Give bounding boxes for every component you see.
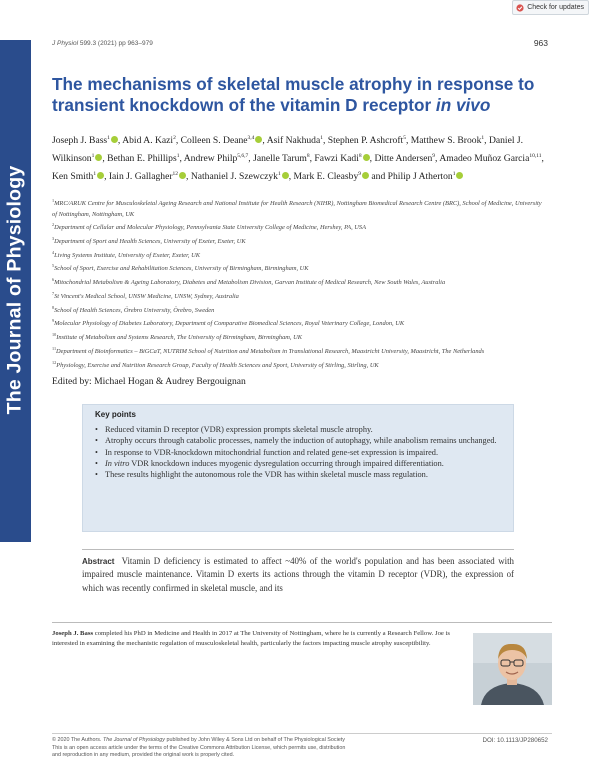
- check-for-updates-button[interactable]: [512, 0, 589, 15]
- author-affiliation-marker: 3,4: [247, 135, 255, 141]
- affiliation-number: 12: [52, 359, 57, 365]
- affiliation-text: Department of Sport and Health Sciences, University of Exeter, Exeter, UK: [54, 238, 246, 246]
- author-separator: ,: [484, 135, 489, 147]
- author-separator: ,: [104, 170, 109, 182]
- author-affiliation-marker: 5,6,7: [237, 152, 249, 159]
- affiliation-item: [52, 289, 548, 303]
- author-affiliation-marker: 9: [432, 152, 436, 159]
- footer-license-line: This is an open access article under the terms of the Creative Commons Attribution License, which permits use, distribution: [52, 744, 346, 751]
- key-point: [105, 435, 501, 446]
- author-name: Iain J. Gallagher: [108, 170, 173, 182]
- citation-journal: J Physiol: [52, 40, 79, 47]
- author-photo: [473, 633, 552, 705]
- divider: [52, 622, 552, 623]
- author-name: Ken Smith: [52, 170, 94, 182]
- author-name: Daniel J. Wilkinson: [52, 135, 524, 164]
- citation-line: [52, 40, 153, 47]
- affiliation-number: 6: [52, 277, 55, 283]
- divider: [52, 733, 552, 734]
- author-affiliation-marker: 8: [358, 152, 362, 159]
- author-separator: ,: [117, 135, 123, 147]
- affiliation-text: Physiology, Exercise and Nutrition Research Group, Faculty of Health Sciences and Sport, University of Stirling, Stirling, UK: [56, 361, 379, 369]
- author-separator: ,: [248, 152, 254, 164]
- author-separator: ,: [405, 135, 411, 147]
- author-name: Stephen P. Ashcroft: [327, 135, 404, 147]
- author-affiliation-marker: 8: [306, 152, 310, 159]
- author-name: Andrew Philp: [183, 152, 238, 164]
- bio-name: Joseph J. Bass: [52, 630, 94, 637]
- affiliation-number: 2: [52, 222, 55, 228]
- affiliation-text: School of Health Sciences, Örebro University, Örebro, Sweden: [54, 306, 215, 314]
- footer-license: [52, 737, 452, 760]
- author-list: [52, 131, 552, 184]
- author-affiliation-marker: 5: [403, 135, 406, 141]
- author-separator: ,: [323, 135, 328, 147]
- author-name: Janelle Tarum: [253, 152, 307, 164]
- affiliation-item: [52, 261, 548, 275]
- affiliation-text: Department of Cellular and Molecular Physiology, Pennsylvania State University College of Medicine, Hershey, PA, USA: [54, 224, 366, 232]
- author-affiliation-marker: 1: [107, 135, 110, 141]
- title-main: The mechanisms of skeletal muscle atrophy in response to transient knockdown of the vitamin D receptor: [52, 74, 535, 115]
- key-point-text: Reduced vitamin D receptor (VDR) expression prompts skeletal muscle atrophy.: [105, 425, 373, 434]
- key-point: [105, 469, 501, 480]
- footer-copyright-a: © 2020 The Authors.: [52, 737, 103, 743]
- affiliation-number: 3: [52, 236, 55, 242]
- footer-license-line: and reproduction in any medium, provided the original work is properly cited.: [52, 752, 235, 759]
- author-name: Joseph J. Bass: [52, 135, 108, 147]
- author-affiliation-marker: 2: [173, 135, 176, 141]
- orcid-icon[interactable]: [282, 172, 289, 179]
- author-affiliation-marker: 1: [91, 152, 95, 159]
- author-affiliation-marker: 1: [176, 152, 180, 159]
- author-name: Ditte Andersen: [374, 152, 433, 164]
- citation-details: 599.3 (2021) pp 963–979: [79, 40, 153, 47]
- affiliation-number: 5: [52, 263, 55, 269]
- affiliation-item: [52, 196, 548, 220]
- author-name: Fawzi Kadi: [314, 152, 359, 164]
- key-points-box: [82, 404, 514, 532]
- author-affiliation-marker: 12: [172, 170, 179, 177]
- check-updates-icon: [516, 4, 524, 12]
- orcid-icon[interactable]: [179, 172, 186, 179]
- affiliation-item: [52, 330, 548, 344]
- affiliation-number: 4: [52, 249, 55, 255]
- affiliation-list: [52, 196, 548, 371]
- author-affiliation-marker: 1: [277, 170, 281, 177]
- author-name: Abid A. Kazi: [122, 135, 174, 147]
- affiliation-item: [52, 234, 548, 248]
- author-separator: ,: [175, 135, 181, 147]
- affiliation-item: [52, 358, 548, 372]
- footer-journal: The Journal of Physiology: [102, 737, 165, 743]
- author-name: Colleen S. Deane: [180, 135, 248, 147]
- key-points-heading: Key points: [95, 410, 136, 419]
- divider: [82, 549, 514, 550]
- key-point: [105, 424, 501, 435]
- author-name: Philip J Atherton: [387, 170, 453, 182]
- affiliation-number: 9: [52, 318, 55, 324]
- check-updates-label: Check for updates: [527, 4, 584, 11]
- key-point-text: In response to VDR-knockdown mitochondrial function and related gene-set expression is impaired.: [105, 447, 439, 457]
- footer-copyright-b: published by John Wiley & Sons Ltd on behalf of The Physiological Society: [164, 737, 345, 743]
- author-name: Bethan E. Phillips: [107, 152, 177, 164]
- author-separator: ,: [186, 170, 191, 182]
- author-separator: ,: [262, 135, 267, 147]
- orcid-icon[interactable]: [97, 172, 104, 179]
- affiliation-text: St Vincent's Medical School, UNSW Medicine, UNSW, Sydney, Australia: [54, 293, 239, 301]
- doi-link[interactable]: DOI: 10.1113/JP280652: [482, 737, 548, 744]
- author-bio: [52, 629, 462, 649]
- author-affiliation-marker: 9: [358, 170, 361, 177]
- orcid-icon[interactable]: [362, 172, 369, 179]
- title-italic: in vivo: [435, 95, 491, 115]
- author-separator: ,: [179, 152, 184, 164]
- affiliation-number: 1: [52, 198, 55, 203]
- affiliation-text: Institute of Metabolism and Systems Research, The University of Birmingham, Birmingham, UK: [56, 334, 302, 342]
- author-separator: ,: [288, 170, 294, 182]
- affiliation-text: Living Systems Institute, University of Exeter, Exeter, UK: [54, 251, 200, 259]
- author-name: Asif Nakhuda: [266, 135, 321, 147]
- key-point-italic: In vitro: [105, 458, 130, 468]
- author-affiliation-marker: 1: [481, 135, 485, 141]
- bio-text: completed his PhD in Medicine and Health in 2017 at The University of Nottingham, where he is currently a Research Fellow. Joe is interested in examining the mechanistic regulation of musculoskeletal health, particularly the factors impacting muscle atrophy susceptibility.: [52, 630, 451, 648]
- author-separator: ,: [309, 152, 315, 164]
- key-point: [105, 447, 501, 458]
- affiliation-number: 11: [52, 345, 57, 351]
- author-separator: ,: [435, 152, 440, 164]
- affiliation-item: [52, 248, 548, 262]
- author-name: Matthew S. Brook: [410, 135, 482, 147]
- author-separator: and: [369, 170, 388, 182]
- abstract-label: Abstract: [82, 557, 115, 566]
- affiliation-text: Department of Bioinformatics – BiGCaT, NUTRIM School of Nutrition and Metabolism in Translational Research, Maastricht University, Maastricht, The Netherlands: [56, 347, 485, 355]
- edited-by: Edited by: Michael Hogan & Audrey Bergouignan: [52, 376, 246, 387]
- orcid-icon[interactable]: [456, 172, 463, 179]
- author-affiliation-marker: 1: [452, 170, 456, 177]
- author-affiliation-marker: 1: [93, 170, 97, 177]
- affiliation-item: [52, 303, 548, 317]
- affiliation-item: [52, 275, 548, 289]
- abstract-text: Vitamin D deficiency is estimated to affect ~40% of the world's population and has been associated with impaired muscle maintenance. Vitamin D exerts its actions through the vitamin D receptor (VDR), the expression of which was recently confirmed in skeletal muscle, and its: [82, 556, 514, 593]
- abstract: [82, 555, 514, 595]
- author-affiliation-marker: 10,11: [529, 152, 542, 159]
- page-number: 963: [533, 38, 548, 48]
- journal-name-vertical: The Journal of Physiology: [3, 165, 26, 415]
- key-point-text: These results highlight the autonomous role the VDR has within skeletal muscle mass regulation.: [105, 470, 428, 480]
- affiliation-text: School of Sport, Exercise and Rehabilitation Sciences, University of Birmingham, Birmingham, UK: [54, 265, 309, 273]
- author-portrait-image: [473, 633, 552, 705]
- key-point: [105, 458, 501, 469]
- affiliation-text: Mitochondrial Metabolism & Ageing Laboratory, Diabetes and Metabolism Division, Garvan Institute of Medical Research, New South Wales, Australia: [54, 279, 446, 287]
- key-points-list: [95, 424, 501, 480]
- author-name: Nathaniel J. Szewczyk: [190, 170, 278, 182]
- author-separator: ,: [369, 152, 375, 164]
- affiliation-number: 7: [52, 290, 55, 296]
- footer-copyright: [52, 737, 452, 745]
- author-separator: ,: [102, 152, 108, 164]
- orcid-icon[interactable]: [111, 136, 118, 143]
- affiliation-item: [52, 344, 548, 358]
- affiliation-text: Molecular Physiology of Diabetes Laboratory, Department of Comparative Biomedical Sciences, Royal Veterinary College, London, UK: [54, 320, 405, 328]
- article-title: [52, 74, 552, 116]
- author-separator: ,: [541, 152, 544, 164]
- affiliation-text: MRC/ARUK Centre for Musculoskeletal Ageing Research and National Institute for Health Research (NIHR), Nottingham Biomedical Research Centre (BRC), School of Medicine, University of Nottingham, Nottingham, UK: [52, 200, 542, 218]
- author-name: Mark E. Cleasby: [293, 170, 359, 182]
- affiliation-number: 10: [52, 332, 57, 338]
- affiliation-number: 8: [52, 304, 55, 310]
- author-affiliation-marker: 1: [320, 135, 323, 141]
- author-name: Amadeo Muñoz Garcia: [439, 152, 530, 164]
- affiliation-item: [52, 316, 548, 330]
- affiliation-item: [52, 220, 548, 234]
- orcid-icon[interactable]: [363, 154, 370, 161]
- key-point-text: Atrophy occurs through catabolic processes, namely the induction of autophagy, while anabolism remains unchanged.: [105, 436, 497, 446]
- key-point-text: VDR knockdown induces myogenic dysregulation occurring through impaired differentiation.: [129, 458, 444, 468]
